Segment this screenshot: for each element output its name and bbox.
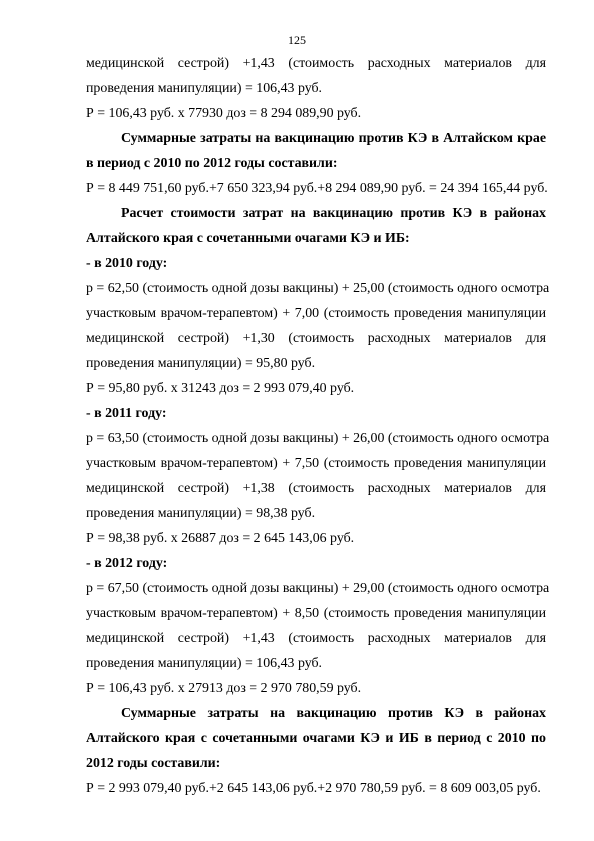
section-heading: в период с 2010 по 2012 годы составили: <box>86 156 338 171</box>
text-line: медицинской сестрой) +1,30 (стоимость расходных материалов для <box>86 331 546 346</box>
formula-line: Р = 8 449 751,60 руб.+7 650 323,94 руб.+8 294 089,90 руб. = 24 394 165,44 руб. <box>86 181 548 196</box>
text-line: участковым врачом-терапевтом) + 8,50 (стоимость проведения манипуляции <box>86 606 546 621</box>
text-line: участковым врачом-терапевтом) + 7,00 (стоимость проведения манипуляции <box>86 306 546 321</box>
section-heading: Суммарные затраты на вакцинацию против КЭ в Алтайском крае <box>121 131 546 146</box>
text-line: участковым врачом-терапевтом) + 7,50 (стоимость проведения манипуляции <box>86 456 546 471</box>
text-line: р = 62,50 (стоимость одной дозы вакцины) + 25,00 (стоимость одного осмотра <box>86 281 550 296</box>
formula-line: Р = 98,38 руб. х 26887 доз = 2 645 143,06 руб. <box>86 531 355 546</box>
section-heading: Алтайского края с сочетанными очагами КЭ и ИБ: <box>86 231 410 246</box>
text-line: проведения манипуляции) = 106,43 руб. <box>86 81 323 96</box>
formula-line: Р = 106,43 руб. х 77930 доз = 8 294 089,90 руб. <box>86 106 362 121</box>
text-line: р = 63,50 (стоимость одной дозы вакцины) + 26,00 (стоимость одного осмотра <box>86 431 550 446</box>
formula-line: Р = 95,80 руб. х 31243 доз = 2 993 079,40 руб. <box>86 381 355 396</box>
text-line: проведения манипуляции) = 106,43 руб. <box>86 656 323 671</box>
text-line: проведения манипуляции) = 95,80 руб. <box>86 356 316 371</box>
section-heading: Алтайского края с сочетанными очагами КЭ и ИБ в период с 2010 по <box>86 731 546 746</box>
text-line: медицинской сестрой) +1,38 (стоимость расходных материалов для <box>86 481 546 496</box>
text-line: медицинской сестрой) +1,43 (стоимость расходных материалов для <box>86 631 546 646</box>
formula-line: Р = 2 993 079,40 руб.+2 645 143,06 руб.+2 970 780,59 руб. = 8 609 003,05 руб. <box>86 781 541 796</box>
page-number: 125 <box>288 33 306 47</box>
formula-line: Р = 106,43 руб. х 27913 доз = 2 970 780,59 руб. <box>86 681 362 696</box>
text-line: медицинской сестрой) +1,43 (стоимость расходных материалов для <box>86 56 546 71</box>
section-heading: 2012 годы составили: <box>86 756 221 771</box>
year-heading: - в 2011 году: <box>86 406 167 421</box>
year-heading: - в 2010 году: <box>86 256 168 271</box>
section-heading: Расчет стоимости затрат на вакцинацию против КЭ в районах <box>121 206 546 221</box>
section-heading: Суммарные затраты на вакцинацию против КЭ в районах <box>121 706 546 721</box>
document-body <box>86 51 550 801</box>
year-heading: - в 2012 году: <box>86 556 168 571</box>
text-line: проведения манипуляции) = 98,38 руб. <box>86 506 316 521</box>
text-line: р = 67,50 (стоимость одной дозы вакцины) + 29,00 (стоимость одного осмотра <box>86 581 550 596</box>
